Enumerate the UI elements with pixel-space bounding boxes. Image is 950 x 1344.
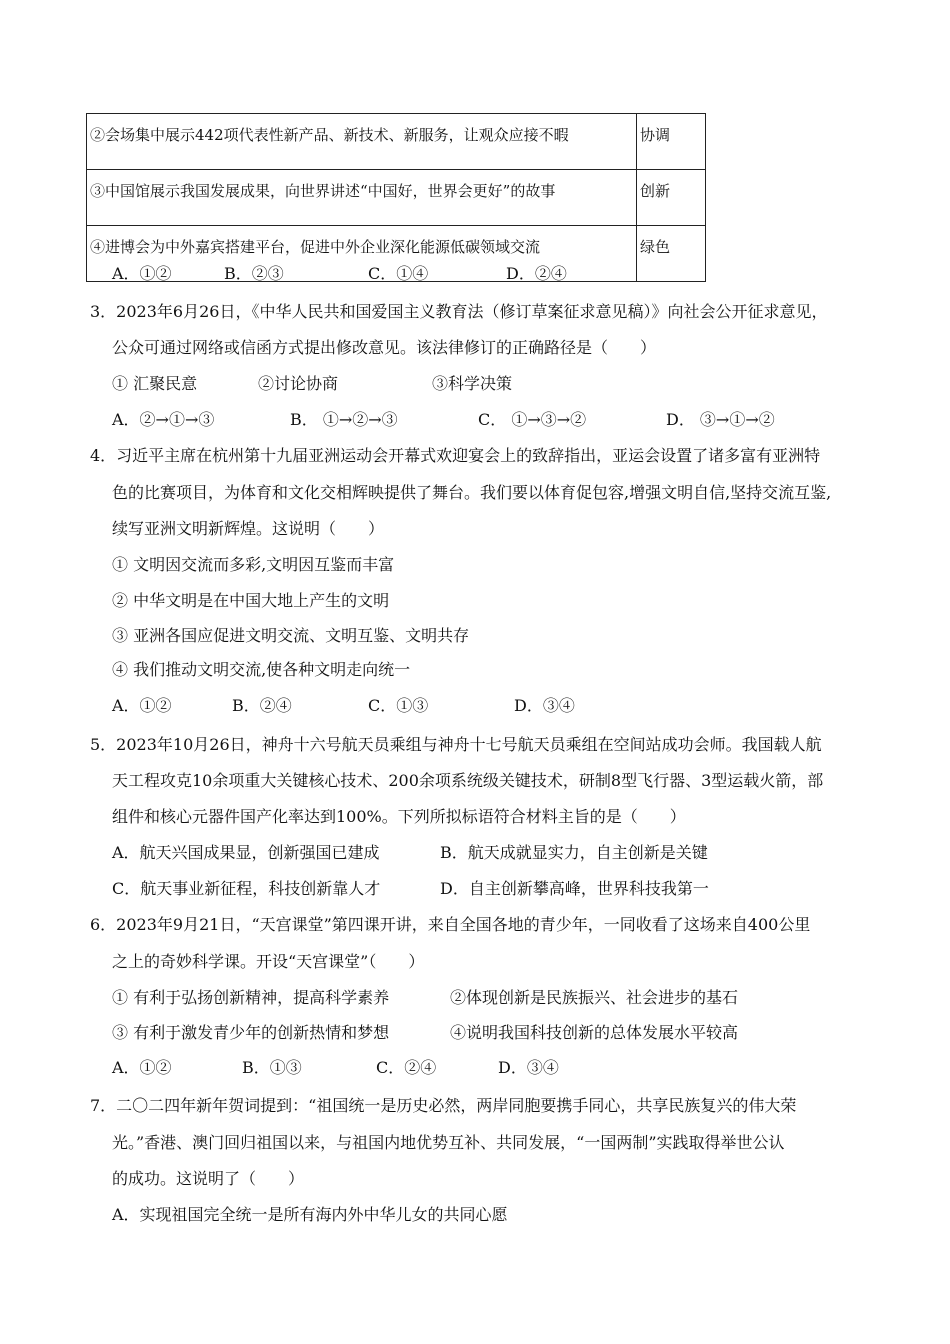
- table-cell-label: 绿色: [637, 226, 706, 282]
- q3-choice-a: A．②→①→③: [112, 410, 215, 429]
- q6-item-1: ① 有利于弘扬创新精神，提高科学素养: [112, 988, 390, 1007]
- q4-choice-d: D．③④: [514, 696, 575, 715]
- q7-stem-line-1: 7．二〇二四年新年贺词提到：“祖国统一是历史必然，两岸同胞要携手同心，共享民族复兴的伟大荣: [90, 1096, 797, 1115]
- q4-stem-line-1: 4．习近平主席在杭州第十九届亚洲运动会开幕式欢迎宴会上的致辞指出，亚运会设置了诸多富有亚洲特: [90, 446, 821, 465]
- q6-stem-line-2: 之上的奇妙科学课。开设“天宫课堂”（ ）: [112, 952, 425, 971]
- q5-stem-line-3: 组件和核心元器件国产化率达到100%。下列所拟标语符合材料主旨的是（ ）: [112, 807, 686, 826]
- q5-choice-d: D．自主创新攀高峰，世界科技我第一: [440, 879, 709, 898]
- q3-choice-b: B． ①→②→③: [290, 410, 398, 429]
- q4-item-2: ② 中华文明是在中国大地上产生的文明: [112, 591, 390, 610]
- q3-choice-d: D． ③→①→②: [666, 410, 775, 429]
- q4-stem-line-2: 色的比赛项目，为体育和文化交相辉映提供了舞台。我们要以体育促包容,增强文明自信,坚持交流互鉴,: [112, 483, 832, 502]
- table-cell-text: ④进博会为中外嘉宾搭建平台，促进中外企业深化能源低碳领域交流: [87, 226, 637, 282]
- q4-choice-c: C．①③: [368, 696, 429, 715]
- q6-choice-b: B．①③: [242, 1058, 302, 1077]
- q2-choice-b: B．②③: [224, 264, 284, 283]
- table-row: [87, 170, 706, 226]
- q5-stem-line-2: 天工程攻克10余项重大关键核心技术、200余项系统级关键技术，研制8型飞行器、3型运载火箭，部: [112, 771, 824, 790]
- q5-stem-line-1: 5．2023年10月26日，神舟十六号航天员乘组与神舟十七号航天员乘组在空间站成功会师。我国载人航: [90, 735, 822, 754]
- q5-choice-b: B．航天成就显实力，自主创新是关键: [440, 843, 708, 862]
- q3-stem-line-2: 公众可通过网络或信函方式提出修改意见。该法律修订的正确路径是（ ）: [112, 338, 657, 357]
- table-cell-label: 创新: [637, 170, 706, 226]
- q4-choice-a: A．①②: [112, 696, 172, 715]
- table-cell-label: 协调: [637, 114, 706, 170]
- q2-choice-d: D．②④: [506, 264, 567, 283]
- table-cell-text: ③中国馆展示我国发展成果，向世界讲述“中国好，世界会更好”的故事: [87, 170, 637, 226]
- q3-choice-c: C． ①→③→②: [478, 410, 587, 429]
- q4-item-1: ① 文明因交流而多彩,文明因互鉴而丰富: [112, 555, 395, 574]
- q4-item-4: ④ 我们推动文明交流,使各种文明走向统一: [112, 660, 411, 679]
- q7-stem-line-3: 的成功。这说明了（ ）: [112, 1169, 305, 1188]
- q3-item-2: ②讨论协商: [258, 374, 339, 393]
- q3-stem-line-1: 3．2023年6月26日，《中华人民共和国爱国主义教育法（修订草案征求意见稿）》向社会公开征求意见，: [90, 302, 828, 321]
- q3-item-1: ① 汇聚民意: [112, 374, 198, 393]
- q6-choice-d: D．③④: [498, 1058, 559, 1077]
- q5-choice-a: A．航天兴国成果显，创新强国已建成: [112, 843, 380, 862]
- q7-choice-a: A．实现祖国完全统一是所有海内外中华儿女的共同心愿: [112, 1205, 508, 1224]
- q2-choice-a: A．①②: [112, 264, 172, 283]
- q6-item-4: ④说明我国科技创新的总体发展水平较高: [450, 1023, 739, 1042]
- q3-item-3: ③科学决策: [432, 374, 513, 393]
- q6-item-2: ②体现创新是民族振兴、社会进步的基石: [450, 988, 739, 1007]
- q7-stem-line-2: 光。”香港、澳门回归祖国以来，与祖国内地优势互补、共同发展，“一国两制”实践取得举世公认: [112, 1133, 785, 1152]
- q4-item-3: ③ 亚洲各国应促进文明交流、文明互鉴、文明共存: [112, 626, 470, 645]
- q5-choice-c: C．航天事业新征程，科技创新靠人才: [112, 879, 381, 898]
- q6-item-3: ③ 有利于激发青少年的创新热情和梦想: [112, 1023, 390, 1042]
- q6-stem-line-1: 6．2023年9月21日，“天宫课堂”第四课开讲，来自全国各地的青少年，一同收看了这场来自400公里: [90, 915, 811, 934]
- q6-choice-a: A．①②: [112, 1058, 172, 1077]
- table-row: [87, 114, 706, 170]
- q4-choice-b: B．②④: [232, 696, 292, 715]
- options-table: [86, 113, 706, 282]
- q6-choice-c: C．②④: [376, 1058, 437, 1077]
- q4-stem-line-3: 续写亚洲文明新辉煌。这说明（ ）: [112, 519, 385, 538]
- q2-choice-c: C．①④: [368, 264, 429, 283]
- table-cell-text: ②会场集中展示442项代表性新产品、新技术、新服务，让观众应接不暇: [87, 114, 637, 170]
